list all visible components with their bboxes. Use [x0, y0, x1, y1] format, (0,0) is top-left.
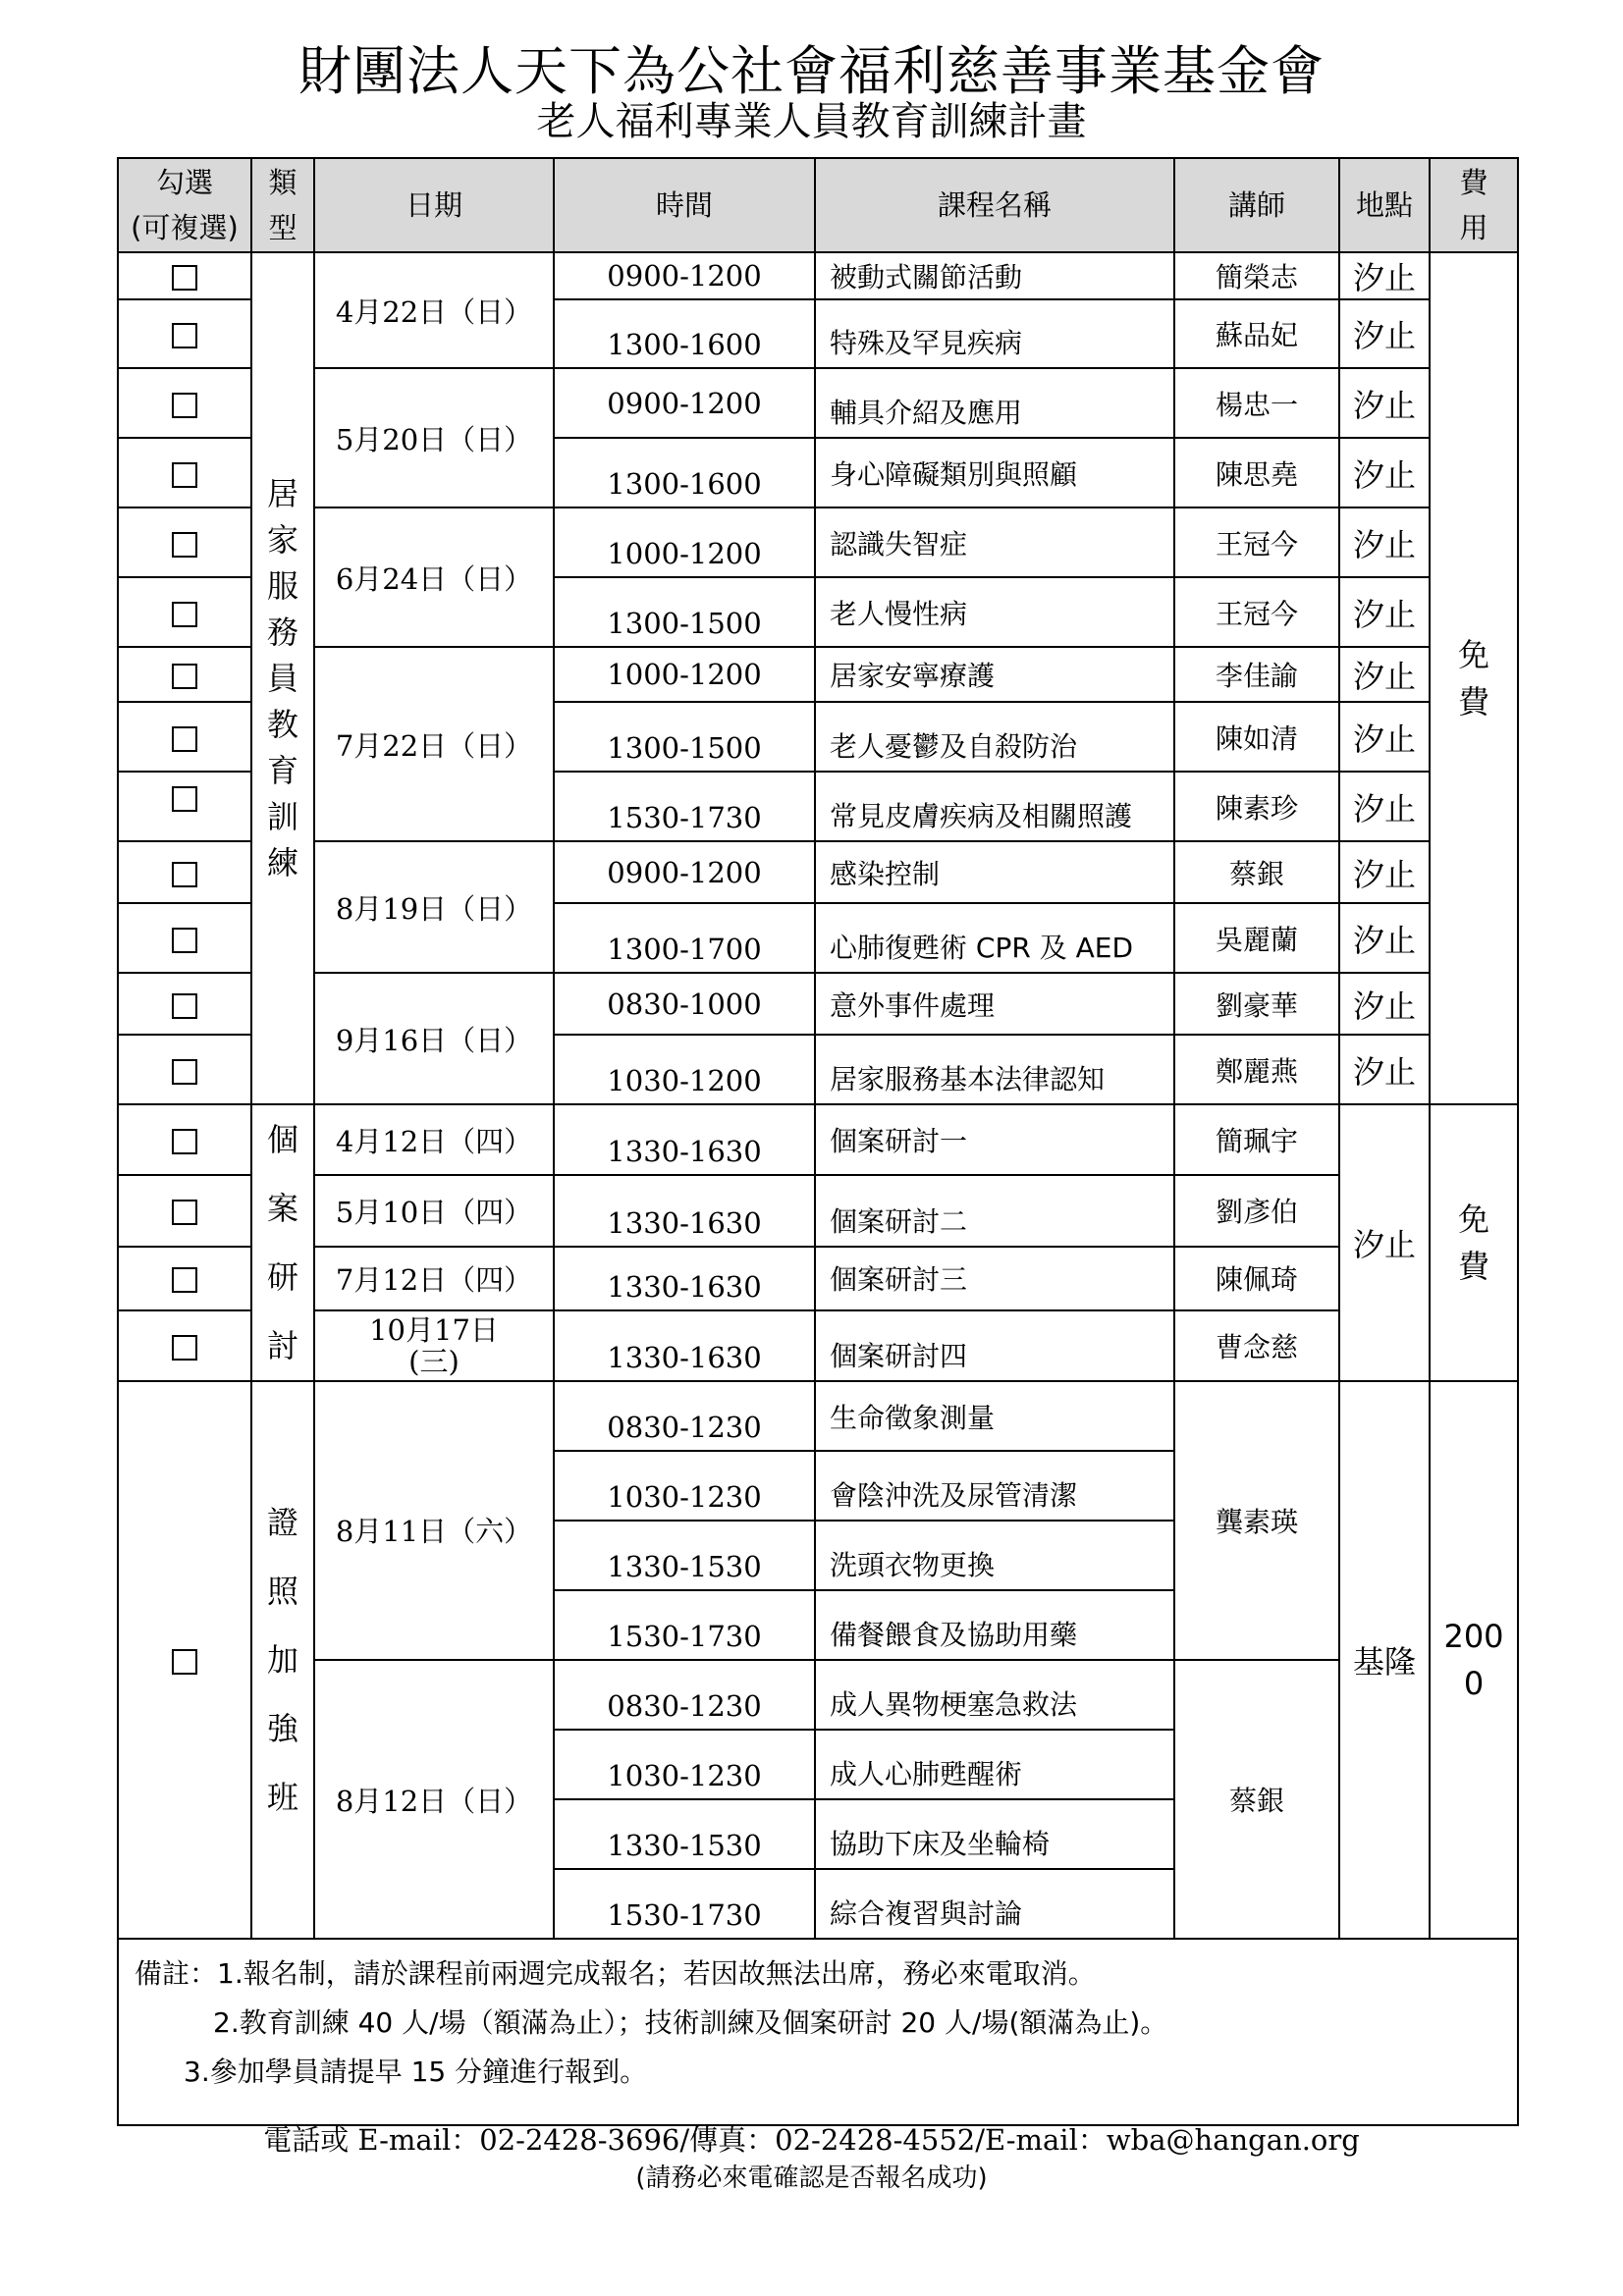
type-char: 證 — [266, 1504, 298, 1541]
type-char: 班 — [266, 1779, 298, 1816]
course-time: 1330-1530 — [554, 1521, 815, 1590]
type-case-study — [251, 1104, 314, 1381]
fee-line: 費 — [1457, 683, 1489, 721]
course-teacher: 蘇品妃 — [1174, 299, 1339, 368]
col-date: 日期 — [314, 158, 554, 252]
select-checkbox[interactable] — [118, 903, 251, 973]
select-checkbox[interactable] — [118, 252, 251, 299]
type-char: 員 — [266, 659, 298, 697]
course-time: 1300-1500 — [554, 702, 815, 772]
table-row — [118, 973, 1518, 1035]
course-time: 0900-1200 — [554, 252, 815, 299]
course-name: 特殊及罕見疾病 — [815, 299, 1174, 368]
note-line: 備註：1.報名制，請於課程前兩週完成報名；若因故無法出席，務必來電取消。 — [135, 1957, 1096, 1990]
select-checkbox[interactable] — [118, 1104, 251, 1175]
select-checkbox[interactable] — [118, 577, 251, 647]
course-name: 居家服務基本法律認知 — [815, 1035, 1174, 1104]
course-teacher: 陳思堯 — [1174, 438, 1339, 507]
course-teacher: 王冠今 — [1174, 507, 1339, 577]
select-checkbox[interactable] — [118, 647, 251, 702]
course-teacher: 李佳諭 — [1174, 647, 1339, 702]
select-checkbox[interactable] — [118, 973, 251, 1035]
course-teacher: 陳佩琦 — [1174, 1247, 1339, 1310]
course-name: 輔具介紹及應用 — [815, 368, 1174, 438]
notes-cell — [118, 1939, 1518, 2125]
course-place: 汐止 — [1339, 772, 1430, 841]
course-name: 心肺復甦術 CPR 及 AED — [815, 903, 1174, 973]
type-char: 居 — [266, 474, 298, 512]
select-checkbox[interactable] — [118, 299, 251, 368]
table-row — [118, 1660, 1518, 1730]
course-time: 1330-1630 — [554, 1247, 815, 1310]
course-time: 0900-1200 — [554, 368, 815, 438]
table-row — [118, 647, 1518, 702]
col-course: 課程名稱 — [815, 158, 1174, 252]
course-date — [314, 1310, 554, 1381]
course-time: 0830-1000 — [554, 973, 815, 1035]
course-name: 常見皮膚疾病及相關照護 — [815, 772, 1174, 841]
course-time: 1530-1730 — [554, 772, 815, 841]
course-date: 4月22日（日） — [314, 252, 554, 368]
col-fee-l1: 費 — [1459, 166, 1488, 199]
course-time: 1530-1730 — [554, 1590, 815, 1660]
course-teacher: 簡珮宇 — [1174, 1104, 1339, 1175]
course-time: 0830-1230 — [554, 1660, 815, 1730]
course-name: 認識失智症 — [815, 507, 1174, 577]
course-date: 8月12日（日） — [314, 1660, 554, 1939]
table-row — [118, 841, 1518, 903]
course-place: 汐止 — [1339, 368, 1430, 438]
course-time: 1300-1700 — [554, 903, 815, 973]
fee-line: 200 — [1443, 1618, 1504, 1655]
course-name: 洗頭衣物更換 — [815, 1521, 1174, 1590]
course-place: 汐止 — [1339, 1035, 1430, 1104]
course-place: 汐止 — [1339, 577, 1430, 647]
type-char: 教 — [266, 705, 298, 743]
course-name: 個案研討二 — [815, 1175, 1174, 1246]
course-place: 汐止 — [1339, 299, 1430, 368]
fee-cell — [1430, 1381, 1518, 1939]
course-date: 9月16日（日） — [314, 973, 554, 1104]
course-place: 汐止 — [1339, 438, 1430, 507]
course-time: 1330-1530 — [554, 1799, 815, 1869]
select-checkbox[interactable] — [118, 368, 251, 438]
type-char: 練 — [266, 843, 298, 881]
course-name: 綜合複習與討論 — [815, 1869, 1174, 1939]
fee-cell — [1430, 1104, 1518, 1381]
table-row — [118, 1310, 1518, 1381]
col-fee — [1430, 158, 1518, 252]
course-teacher: 蔡銀 — [1174, 841, 1339, 903]
course-time: 1330-1630 — [554, 1104, 815, 1175]
select-checkbox[interactable] — [118, 438, 251, 507]
course-date-line: (三) — [408, 1344, 460, 1378]
type-char: 育 — [266, 751, 298, 789]
course-teacher: 鄭麗燕 — [1174, 1035, 1339, 1104]
col-time: 時間 — [554, 158, 815, 252]
course-time: 1030-1200 — [554, 1035, 815, 1104]
course-name: 老人憂鬱及自殺防治 — [815, 702, 1174, 772]
course-date: 8月19日（日） — [314, 841, 554, 973]
col-place: 地點 — [1339, 158, 1430, 252]
course-name: 生命徵象測量 — [815, 1381, 1174, 1451]
select-checkbox[interactable] — [118, 1175, 251, 1246]
course-teacher: 陳素珍 — [1174, 772, 1339, 841]
document-subtitle: 老人福利專業人員教育訓練計畫 — [536, 99, 1087, 144]
col-fee-l2: 用 — [1459, 211, 1488, 244]
course-time: 1030-1230 — [554, 1451, 815, 1521]
course-name: 身心障礙類別與照顧 — [815, 438, 1174, 507]
course-table — [117, 157, 1519, 2126]
course-name: 會陰沖洗及尿管清潔 — [815, 1451, 1174, 1521]
select-checkbox[interactable] — [118, 772, 251, 841]
fee-line: 免 — [1457, 636, 1489, 673]
course-name: 成人心肺甦醒術 — [815, 1730, 1174, 1799]
course-place: 汐止 — [1339, 973, 1430, 1035]
fee-line: 免 — [1457, 1201, 1489, 1238]
course-place: 汐止 — [1339, 507, 1430, 577]
course-time: 1000-1200 — [554, 647, 815, 702]
select-checkbox[interactable] — [118, 1310, 251, 1381]
course-name: 老人慢性病 — [815, 577, 1174, 647]
course-teacher: 簡榮志 — [1174, 252, 1339, 299]
course-name: 意外事件處理 — [815, 973, 1174, 1035]
fee-line: 0 — [1463, 1665, 1485, 1702]
select-checkbox[interactable] — [118, 841, 251, 903]
col-select-l1: 勾選 — [155, 166, 213, 199]
course-time: 1300-1600 — [554, 299, 815, 368]
course-date: 7月12日（四） — [314, 1247, 554, 1310]
notes-row — [118, 1939, 1518, 2125]
select-checkbox[interactable] — [118, 1247, 251, 1310]
confirm-reminder: (請務必來電確認是否報名成功) — [635, 2163, 988, 2193]
course-teacher: 劉彥伯 — [1174, 1175, 1339, 1246]
course-name: 個案研討三 — [815, 1247, 1174, 1310]
course-date: 5月20日（日） — [314, 368, 554, 507]
type-char: 研 — [266, 1258, 298, 1296]
course-time: 1030-1230 — [554, 1730, 815, 1799]
col-select-l2: (可複選) — [131, 211, 239, 244]
course-teacher: 龔素瑛 — [1174, 1381, 1339, 1660]
course-date: 6月24日（日） — [314, 507, 554, 647]
type-char: 強 — [266, 1710, 298, 1747]
course-teacher: 王冠今 — [1174, 577, 1339, 647]
course-name: 協助下床及坐輪椅 — [815, 1799, 1174, 1869]
select-checkbox[interactable] — [118, 507, 251, 577]
course-time: 1300-1600 — [554, 438, 815, 507]
type-char: 家 — [266, 520, 298, 559]
fee-line: 費 — [1457, 1248, 1489, 1285]
course-name: 備餐餵食及協助用藥 — [815, 1590, 1174, 1660]
course-teacher: 劉豪華 — [1174, 973, 1339, 1035]
course-name: 居家安寧療護 — [815, 647, 1174, 702]
type-char: 照 — [266, 1573, 298, 1610]
course-date: 4月12日（四） — [314, 1104, 554, 1175]
course-date: 7月22日（日） — [314, 647, 554, 841]
course-time: 1300-1500 — [554, 577, 815, 647]
document-title: 財團法人天下為公社會福利慈善事業基金會 — [298, 40, 1325, 102]
type-char: 務 — [266, 613, 298, 651]
header-row — [118, 158, 1518, 252]
course-teacher: 陳如清 — [1174, 702, 1339, 772]
course-date: 5月10日（四） — [314, 1175, 554, 1246]
course-place: 汐止 — [1339, 841, 1430, 903]
fee-cell — [1430, 252, 1518, 1104]
course-place: 汐止 — [1339, 252, 1430, 299]
note-line: 3.參加學員請提早 15 分鐘進行報到。 — [184, 2056, 648, 2088]
course-teacher: 楊忠一 — [1174, 368, 1339, 438]
col-select — [118, 158, 251, 252]
course-teacher: 蔡銀 — [1174, 1660, 1339, 1939]
course-time: 1530-1730 — [554, 1869, 815, 1939]
type-char: 加 — [266, 1641, 298, 1679]
course-place: 基隆 — [1339, 1381, 1430, 1939]
course-time: 0830-1230 — [554, 1381, 815, 1451]
contact-info: 電話或 E-mail：02-2428-3696/傳真：02-2428-4552/E-mail：wba@hangan.org — [263, 2123, 1360, 2157]
course-name: 感染控制 — [815, 841, 1174, 903]
col-type-l1: 類 — [268, 166, 298, 199]
course-time: 1330-1630 — [554, 1310, 815, 1381]
course-time: 1330-1630 — [554, 1175, 815, 1246]
col-type-l2: 型 — [268, 211, 298, 244]
type-license-class — [251, 1381, 314, 1939]
col-type — [251, 158, 314, 252]
course-date-line: 10月17日 — [369, 1312, 499, 1347]
table-row — [118, 252, 1518, 299]
col-teacher: 講師 — [1174, 158, 1339, 252]
table-row — [118, 368, 1518, 438]
select-checkbox[interactable] — [118, 1381, 251, 1939]
course-place: 汐止 — [1339, 1104, 1430, 1381]
course-name: 被動式關節活動 — [815, 252, 1174, 299]
course-place: 汐止 — [1339, 647, 1430, 702]
course-time: 1000-1200 — [554, 507, 815, 577]
course-name: 個案研討四 — [815, 1310, 1174, 1381]
course-name: 個案研討一 — [815, 1104, 1174, 1175]
type-char: 訓 — [266, 797, 298, 835]
table-row — [118, 1247, 1518, 1310]
select-checkbox[interactable] — [118, 702, 251, 772]
select-checkbox[interactable] — [118, 1035, 251, 1104]
type-char: 服 — [266, 566, 298, 605]
course-place: 汐止 — [1339, 702, 1430, 772]
course-teacher: 吳麗蘭 — [1174, 903, 1339, 973]
table-row — [118, 1175, 1518, 1246]
table-row — [118, 1381, 1518, 1451]
type-char: 討 — [266, 1327, 298, 1364]
course-time: 0900-1200 — [554, 841, 815, 903]
course-place: 汐止 — [1339, 903, 1430, 973]
table-row — [118, 507, 1518, 577]
course-teacher: 曹念慈 — [1174, 1310, 1339, 1381]
note-line: 2.教育訓練 40 人/場（額滿為止）；技術訓練及個案研討 20 人/場(額滿為止)。 — [213, 2006, 1168, 2039]
type-home-service-training — [251, 252, 314, 1104]
type-char: 案 — [266, 1190, 298, 1227]
course-name: 成人異物梗塞急救法 — [815, 1660, 1174, 1730]
type-char: 個 — [266, 1121, 298, 1158]
course-date: 8月11日（六） — [314, 1381, 554, 1660]
table-row — [118, 1104, 1518, 1175]
